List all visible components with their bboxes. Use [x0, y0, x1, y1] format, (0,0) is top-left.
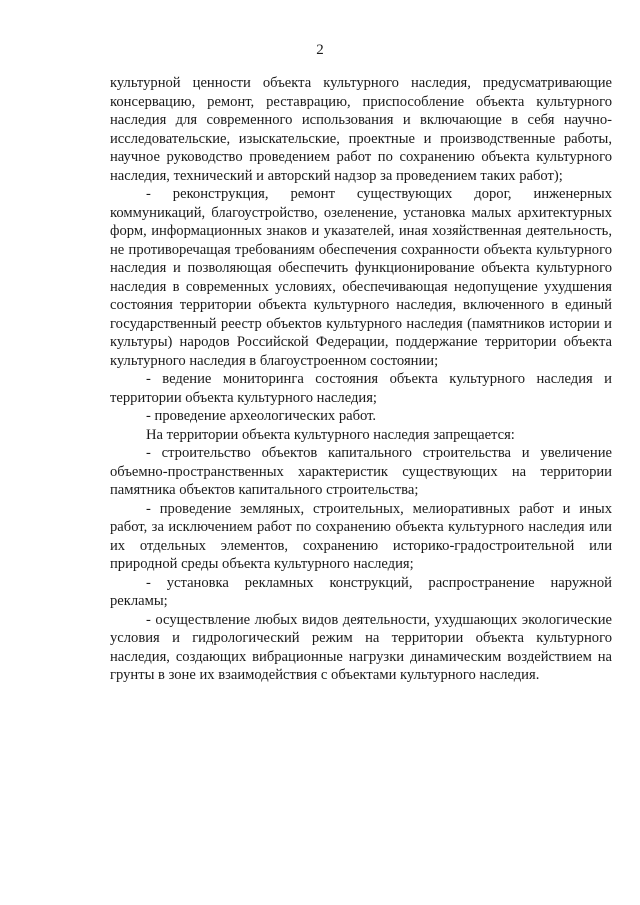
list-item: - проведение археологических работ.: [146, 408, 377, 424]
list-item: - ведение мониторинга состояния объекта культурного наследия и территории объекта культурного наследия;: [110, 371, 612, 406]
list-item: - строительство объектов капитального строительства и увеличение объемно-пространственных характеристик существующих на территории памятника объектов капитального строительства;: [110, 445, 612, 498]
page-number: 2: [316, 42, 324, 58]
list-item: - реконструкция, ремонт существующих дорог, инженерных коммуникаций, благоустройство, озеленение, установка малых архитектурных форм, информационных знаков и указателей, иная хозяйственная деятельность, не противоречащая требованиям обеспечения сохранности объекта культурного наследия и позволяющая обеспечить функционирование объекта культурного наследия в современных условиях, обеспечивающая недопущение ухудшения состояния территории объекта культурного наследия, включенного в единый государственный реестр объектов культурного наследия (памятников истории и культуры) народов Российской Федерации, поддержание территории объекта культурного наследия в благоустроенном состоянии;: [110, 186, 612, 369]
paragraph: культурной ценности объекта культурного наследия, предусматривающие консервацию, ремонт, реставрацию, приспособление объекта культурного наследия для современного использования и включающие в себя научно-исследовательские, изыскательские, проектные и производственные работы, научное руководство проведением работ по сохранению объекта культурного наследия, технический и авторский надзор за проведением таких работ);: [110, 75, 612, 184]
section-intro: На территории объекта культурного наследия запрещается:: [146, 426, 515, 443]
list-item: - проведение земляных, строительных, мелиоративных работ и иных работ, за исключением работ по сохранению объекта культурного наследия или их отдельных элементов, сохранению историко-градостроительной или природной среды объекта культурного наследия;: [110, 500, 612, 572]
document-body: [110, 74, 612, 685]
list-item: - осуществление любых видов деятельности, ухудшающих экологические условия и гидрологический режим на территории объекта культурного наследия, создающих вибрационные нагрузки динамическим воздействием на грунты в зоне их взаимодействия с объектами культурного наследия.: [110, 611, 612, 683]
list-item: - установка рекламных конструкций, распространение наружной рекламы;: [110, 574, 612, 609]
